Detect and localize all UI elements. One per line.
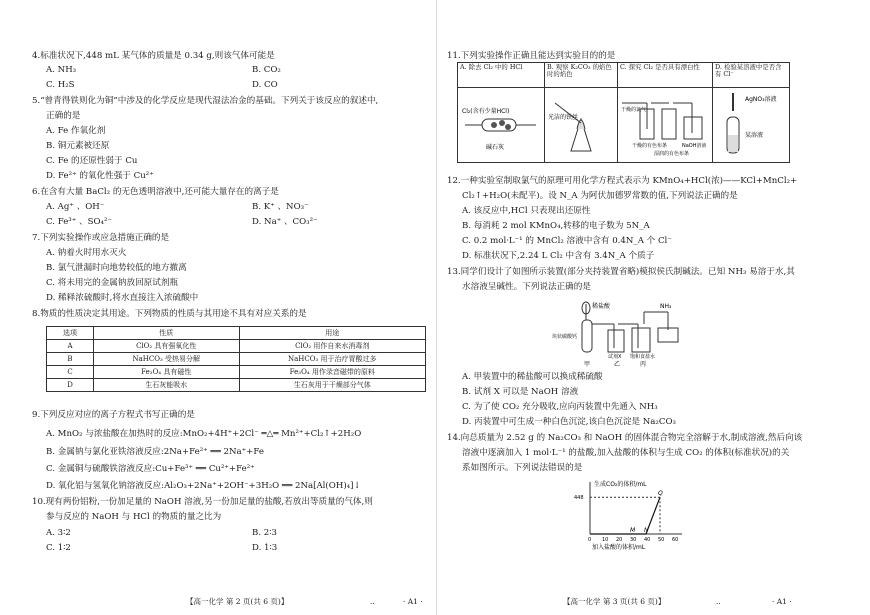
- q14-stem-cont-2: 系如图所示。下列说法错误的是: [462, 463, 583, 473]
- q9-option-d: D. 氧化铝与氢氧化钠溶液反应:Al₂O₃+2Na⁺+2OH⁻+3H₂O ══ 2Na[Al(OH)₄]↓: [46, 481, 361, 491]
- q11-apparatus-table: [457, 62, 790, 163]
- q11-figure-b: [545, 88, 618, 163]
- q11-figure-d: [713, 88, 790, 163]
- q11-label-row: [458, 63, 790, 88]
- table-cell: 生石灰用于干燥部分气体: [239, 379, 426, 392]
- silver-nitrate-test-figure: [715, 89, 787, 159]
- right-page: [447, 0, 862, 615]
- q14-stem: 14.向总质量为 2.52 g 的 Na₂CO₃ 和 NaOH 的固体混合物完全溶解于水,制成溶液,然后向该: [447, 433, 803, 443]
- x-tick-label: 30: [630, 537, 637, 543]
- q11-stem: 11.下列实验操作正确且能达到实验目的的是: [447, 51, 616, 61]
- q13-option-c: C. 为了使 CO₂ 充分吸收,应向丙装置中先通入 NH₃: [462, 402, 658, 412]
- page-footer: 【高一化学 第 3 页(共 6 页)】: [563, 597, 666, 606]
- q4-option-c: C. H₂S: [46, 80, 75, 90]
- q14-stem-cont: 溶液中逐滴加入 1 mol·L⁻¹ 的盐酸,加入盐酸的体积与生成 CO₂ 的体积(标准状况)的关: [462, 448, 790, 458]
- table-cell: ClO₂ 具有强氧化性: [94, 340, 240, 353]
- q11-cell-a-label: A. 除去 Cl₂ 中的 HCl: [458, 63, 545, 88]
- table-row: [47, 366, 426, 379]
- q9-option-b: B. 金属钠与氯化亚铁溶液反应:2Na+Fe²⁺ ══ 2Na⁺+Fe: [46, 447, 264, 457]
- q13-stem-cont: 水溶液呈碱性。下列说法正确的是: [462, 282, 591, 292]
- q12-option-c: C. 0.2 mol·L⁻¹ 的 MnCl₂ 溶液中含有 0.4N_A 个 Cl⁻: [462, 236, 672, 246]
- point-label-Q: Q: [658, 490, 663, 498]
- fig-d-solution-label: 某溶液: [745, 132, 764, 139]
- q5-stem-cont: 正确的是: [46, 111, 81, 121]
- fig-a-soda-lime-label: 碱石灰: [486, 144, 505, 151]
- fig-13-bing-label: 丙: [640, 361, 647, 368]
- q5-stem: 5.“曾青得铁则化为铜”中涉及的化学反应是现代湿法冶金的基础。下列关于该反应的叙述中,: [32, 96, 379, 106]
- q6-option-c: C. Fe³⁺ 、SO₄²⁻: [46, 217, 112, 227]
- fig-c-dry-cloth-label: 干燥的有色布条: [632, 143, 668, 149]
- q6-stem: 6.在含有大量 BaCl₂ 的无色透明溶液中,还可能大量存在的离子是: [32, 187, 279, 197]
- chart-y-axis-label: 生成CO₂的体积/mL: [594, 481, 647, 488]
- q13-stem: 13.同学们设计了如图所示装置(部分夹持装置省略)模拟侯氏制碱法。已知 NH₃ 易溶于水,其: [447, 267, 795, 277]
- co2-volume-chart: [562, 478, 702, 550]
- q12-option-b: B. 每消耗 2 mol KMnO₄,转移的电子数为 5N_A: [462, 221, 650, 231]
- q6-option-a: A. Ag⁺ 、OH⁻: [46, 202, 105, 212]
- fig-13-reagent-label: 试剂X: [608, 354, 622, 360]
- co2-series-line: [590, 497, 660, 534]
- x-tick-label: 20: [616, 537, 623, 543]
- drying-tube-figure: [460, 89, 542, 159]
- q5-option-a: A. Fe 作氧化剂: [46, 126, 106, 136]
- q7-option-a: A. 钠着火时用水灭火: [46, 248, 127, 258]
- q12-stem: 12.一种实验室制取氯气的原理可用化学方程式表示为 KMnO₄+HCl(浓)——KCl+MnCl₂+: [447, 176, 798, 186]
- bleaching-test-figure: [620, 89, 710, 159]
- q13-option-d: D. 丙装置中可生成一种白色沉淀,该白色沉淀是 Na₂CO₃: [462, 417, 676, 427]
- q10-option-a: A. 3∶2: [46, 528, 71, 538]
- q13-option-a: A. 甲装置中的稀盐酸可以换成稀硫酸: [462, 372, 603, 382]
- q11-cell-c-label: C. 探究 Cl₂ 是否具有漂白性: [618, 63, 713, 88]
- table-cell: Fe₃O₄ 用作录音磁带的原料: [239, 366, 426, 379]
- left-page: [32, 0, 470, 615]
- table-row: [47, 340, 426, 353]
- fig-13-nh3-label: NH₃: [660, 303, 672, 310]
- q9-option-a: A. MnO₂ 与浓盐酸在加热时的反应:MnO₂+4H⁺+2Cl⁻ ═△═ Mn²⁺+Cl₂↑+2H₂O: [46, 429, 362, 439]
- table-cell: ClO₂ 用作自来水消毒剂: [239, 340, 426, 353]
- q10-option-b: B. 2∶3: [252, 528, 277, 538]
- q8-stem: 8.物质的性质决定其用途。下列物质的性质与其用途不具有对应关系的是: [32, 309, 307, 319]
- table-header: 用途: [239, 327, 426, 340]
- fig-c-naoh-label: NaOH溶液: [682, 143, 707, 149]
- table-header: 性质: [94, 327, 240, 340]
- q7-stem: 7.下列实验操作或应急措施正确的是: [32, 233, 170, 243]
- fig-13-hcl-label: 稀盐酸: [592, 303, 611, 310]
- q10-stem-cont: 参与反应的 NaOH 与 HCl 的物质的量之比为: [46, 512, 222, 522]
- table-cell: A: [47, 340, 94, 353]
- x-tick-label: 50: [658, 537, 665, 543]
- footer-dots: ..: [716, 597, 721, 606]
- q7-option-b: B. 氯气泄漏时向地势较低的地方撤离: [46, 263, 187, 273]
- q11-figure-row: [458, 88, 790, 163]
- q11-cell-d-label: D. 检验某溶液中是否含有 Cl⁻: [713, 63, 790, 88]
- q11-figure-c: [618, 88, 713, 163]
- q11-cell-b-label: B. 观察 K₂CO₃ 的焰色时的焰色: [545, 63, 618, 88]
- q9-stem: 9.下列反应对应的离子方程式书写正确的是: [32, 410, 195, 420]
- table-cell: Fe₃O₄ 具有磁性: [94, 366, 240, 379]
- fig-13-brine-label: 饱和食盐水: [630, 354, 656, 360]
- chart-x-axis-label: 加入盐酸的体积/mL: [592, 544, 646, 550]
- q4-option-a: A. NH₃: [46, 65, 77, 75]
- page-footer: 【高一化学 第 2 页(共 6 页)】: [186, 597, 289, 606]
- x-tick-label: 10: [602, 537, 609, 543]
- q6-option-d: D. Na⁺ 、CO₃²⁻: [252, 217, 318, 227]
- q8-table: [46, 326, 426, 392]
- fig-13-jia-label: 甲: [584, 361, 591, 368]
- q5-option-c: C. Fe 的还原性弱于 Cu: [46, 156, 138, 166]
- point-label-N: N: [644, 527, 649, 534]
- q13-apparatus-figure: [552, 298, 702, 370]
- table-cell: NaHCO₃ 受热易分解: [94, 353, 240, 366]
- q11-figure-a: [458, 88, 545, 163]
- q6-option-b: B. K⁺ 、NO₃⁻: [252, 202, 309, 212]
- fig-c-wet-cloth-label: 湿润的有色布条: [654, 151, 690, 157]
- y-tick-label: 448: [574, 495, 584, 502]
- table-row: [47, 353, 426, 366]
- table-row: [47, 379, 426, 392]
- x-tick-label: 0: [588, 537, 592, 543]
- q9-option-c: C. 金属铜与硫酸铁溶液反应:Cu+Fe³⁺ ══ Cu²⁺+Fe²⁺: [46, 464, 255, 474]
- q12-option-a: A. 该反应中,HCl 只表现出还原性: [462, 206, 591, 216]
- q13-option-b: B. 试剂 X 可以是 NaOH 溶液: [462, 387, 579, 397]
- flame-test-figure: [547, 89, 615, 159]
- q7-option-d: D. 稀释浓硫酸时,将水直接注入浓硫酸中: [46, 293, 199, 303]
- footer-tag: · A1 ·: [772, 597, 792, 606]
- table-cell: B: [47, 353, 94, 366]
- q4-stem: 4.标准状况下,448 mL 某气体的质量是 0.34 g,则该气体可能是: [32, 51, 275, 61]
- table-cell: NaHCO₃ 用于治疗胃酸过多: [239, 353, 426, 366]
- table-header-row: [47, 327, 426, 340]
- q5-option-b: B. 铜元素被还原: [46, 141, 110, 151]
- fig-d-agno3-label: AgNO₃溶液: [745, 96, 777, 103]
- table-cell: 生石灰能吸水: [94, 379, 240, 392]
- fig-b-wire-label: 光洁的铁丝: [548, 114, 579, 121]
- q5-option-d: D. Fe²⁺ 的氧化性强于 Cu²⁺: [46, 171, 154, 181]
- table-cell: D: [47, 379, 94, 392]
- footer-tag: · A1 ·: [403, 597, 423, 606]
- q4-option-b: B. CO₂: [252, 65, 281, 75]
- q12-option-d: D. 标准状况下,2.24 L Cl₂ 中含有 3.4N_A 个质子: [462, 251, 655, 261]
- table-header: 选项: [47, 327, 94, 340]
- q10-option-c: C. 1∶2: [46, 543, 71, 553]
- x-tick-label: 60: [672, 537, 679, 543]
- q12-stem-cont: Cl₂↑+H₂O(未配平)。设 N_A 为阿伏加德罗常数的值,下列说法正确的是: [462, 191, 738, 201]
- footer-dots: ..: [370, 597, 375, 606]
- q7-option-c: C. 将未用完的金属钠放回原试剂瓶: [46, 278, 179, 288]
- q4-option-d: D. CO: [252, 80, 278, 90]
- q10-option-d: D. 1∶3: [252, 543, 278, 553]
- fig-13-yi-label: 乙: [614, 361, 621, 368]
- point-label-M: M: [630, 527, 636, 534]
- q10-stem: 10.现有两份铝粉,一份加足量的 NaOH 溶液,另一份加足量的盐酸,若放出等质量的气体,则: [32, 497, 373, 507]
- table-cell: C: [47, 366, 94, 379]
- x-tick-label: 40: [644, 537, 651, 543]
- fig-13-caco3-label: 块状碳酸钙: [552, 334, 578, 340]
- fig-c-dry-chlorine-label: 干燥的氯气: [621, 107, 647, 113]
- fig-a-gas-label: Cl₂(含有少量HCl): [462, 108, 510, 115]
